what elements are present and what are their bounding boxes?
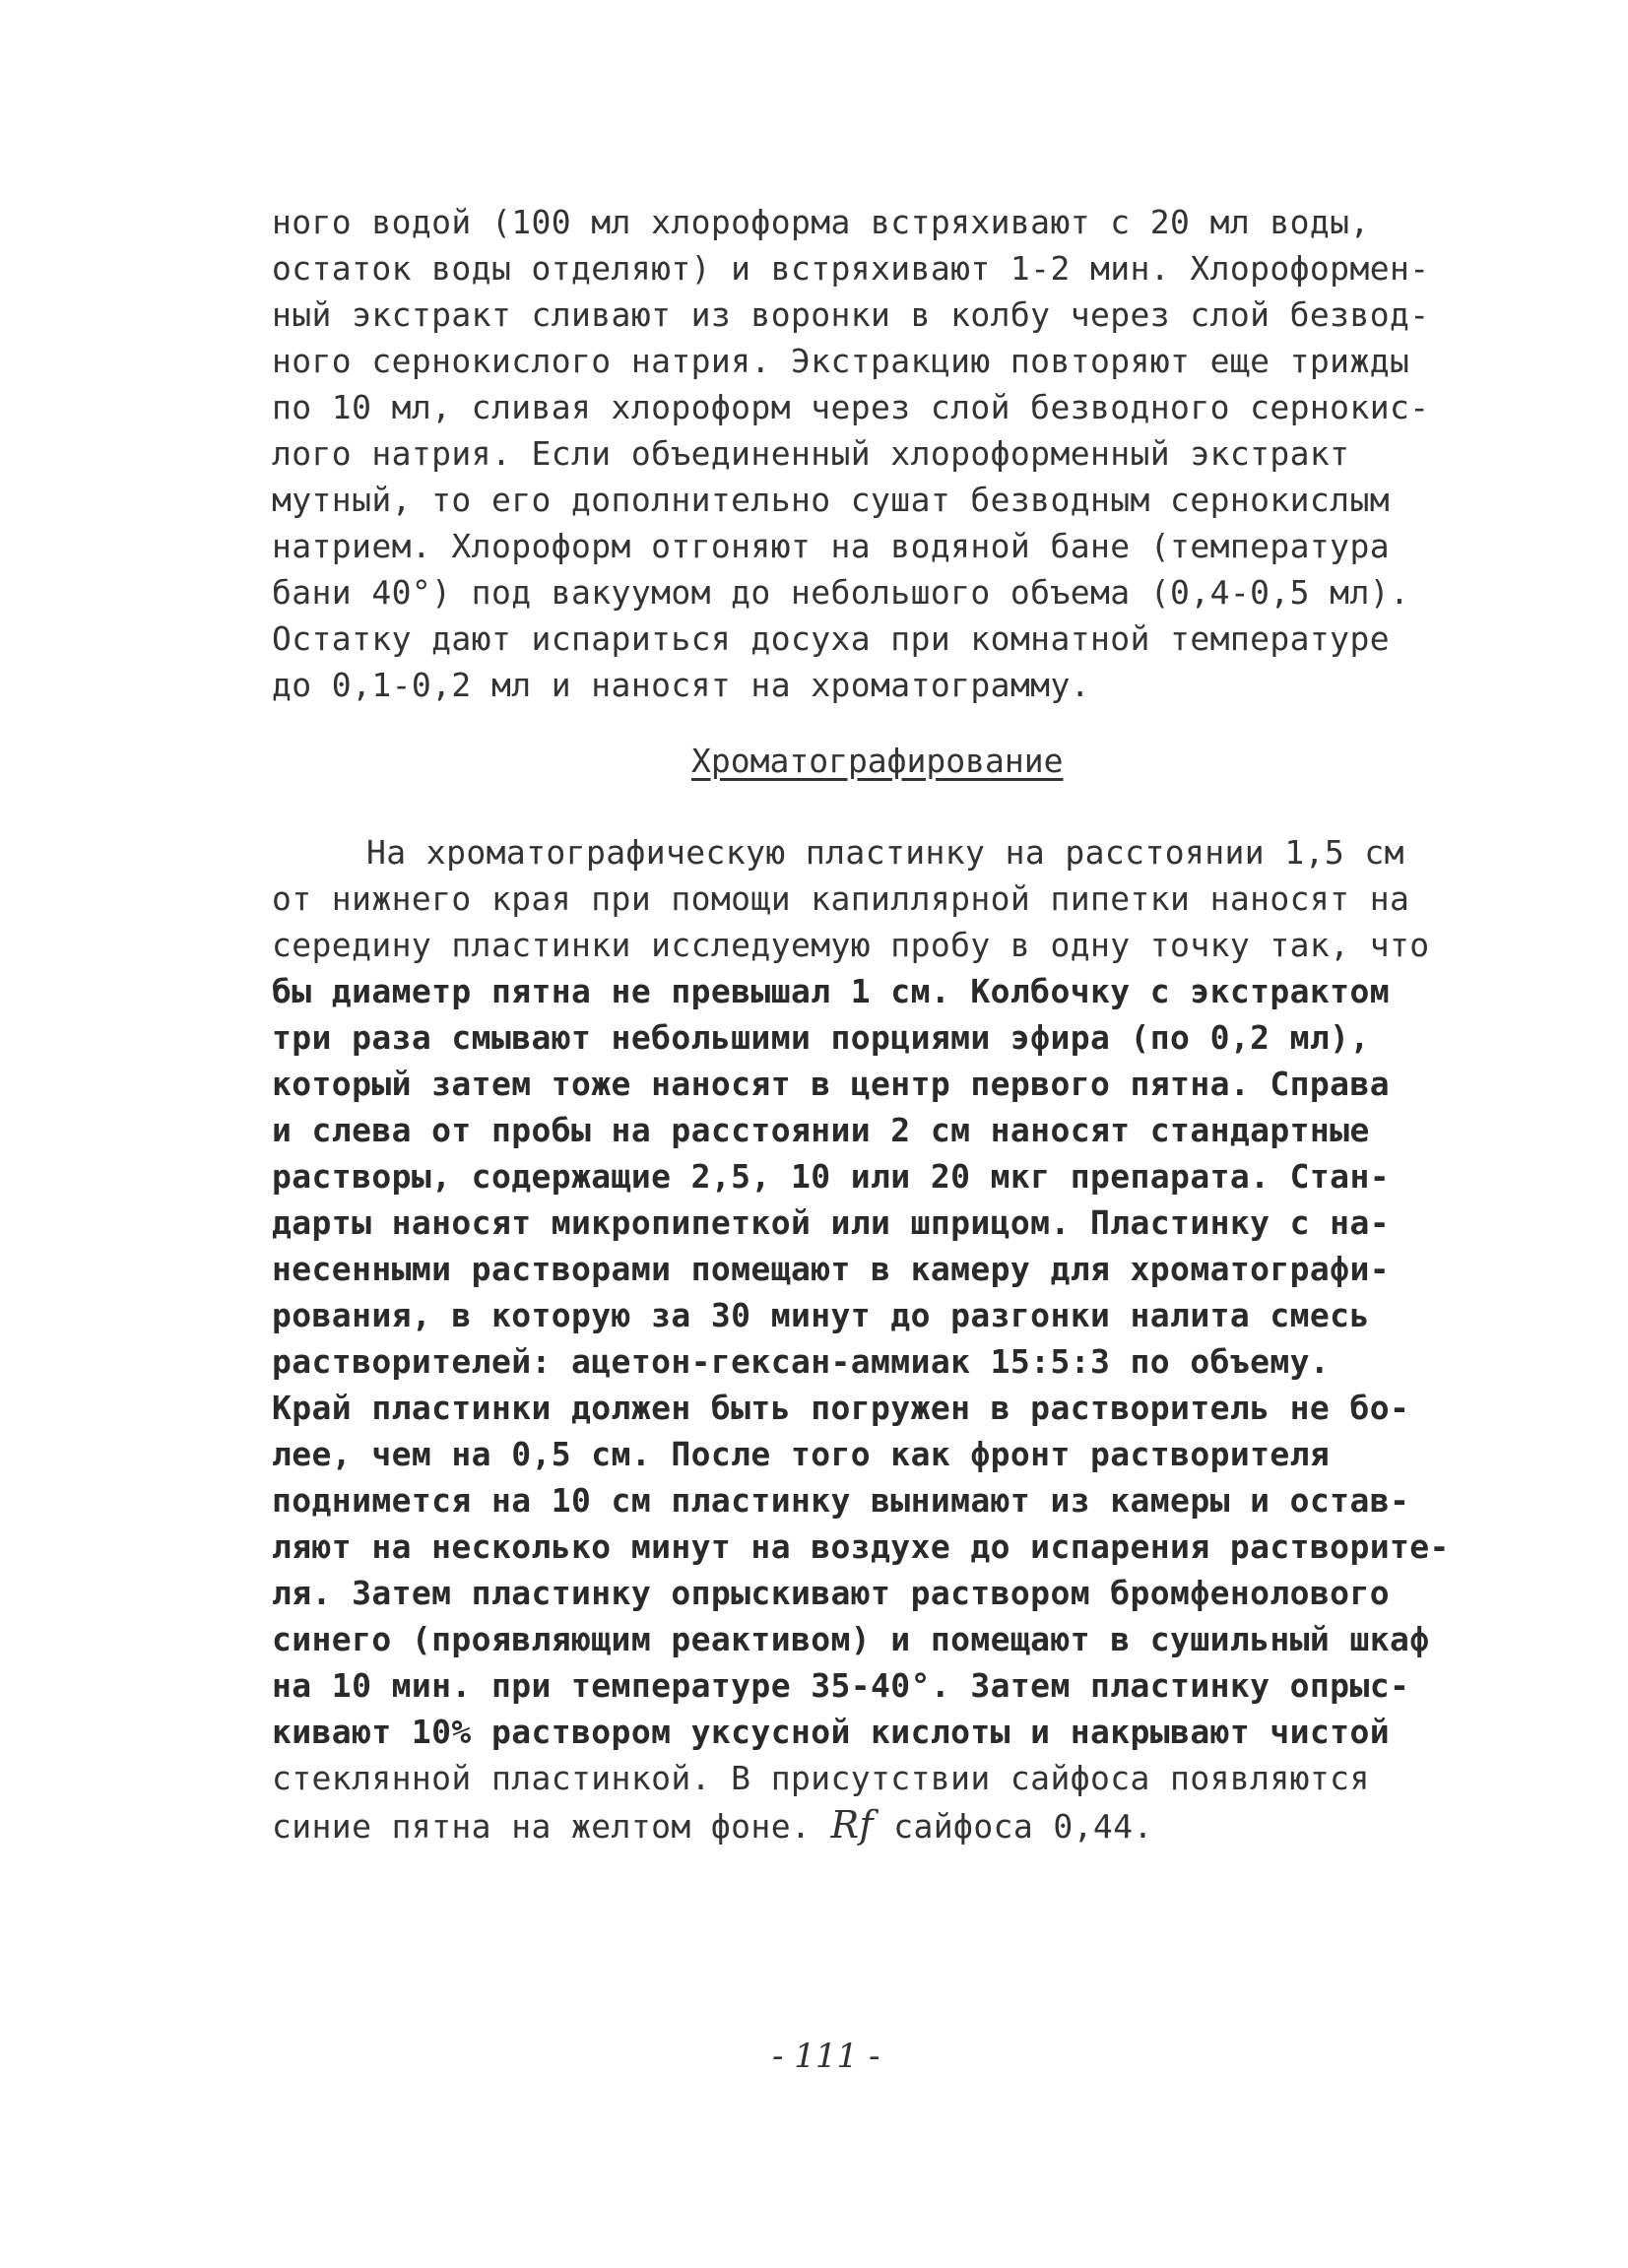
text-line: на 10 мин. при температуре 35-40°. Затем пластинку опрыс-	[272, 1666, 1410, 1705]
text-line: ный экстракт сливают из воронки в колбу через слой безвод-	[272, 295, 1430, 334]
text-line-last	[272, 1805, 1153, 1847]
text-line: ного сернокислого натрия. Экстракцию повторяют еще трижды	[272, 342, 1410, 380]
text-line: поднимется на 10 см пластинку вынимают из камеры и остав-	[272, 1481, 1410, 1520]
text-line: растворителей: ацетон-гексан-аммиак 15:5:3 по объему.	[272, 1342, 1331, 1381]
text-line: ляют на несколько минут на воздухе до испарения растворите-	[272, 1527, 1450, 1566]
text-segment: синие пятна на желтом фоне.	[272, 1807, 831, 1846]
text-line: бани 40°) под вакуумом до небольшого объема (0,4-0,5 мл).	[272, 573, 1410, 612]
text-line: и слева от пробы на расстоянии 2 см наносят стандартные	[272, 1111, 1370, 1149]
text-line: Край пластинки должен быть погружен в растворитель не бо-	[272, 1389, 1410, 1427]
text-line: ля. Затем пластинку опрыскивают раствором бромфенолового	[272, 1574, 1390, 1612]
text-line: Остатку дают испариться досуха при комнатной температуре	[272, 619, 1390, 658]
text-line: бы диаметр пятна не превышал 1 см. Колбочку с экстрактом	[272, 972, 1390, 1010]
section-heading: Хроматографирование	[691, 742, 1064, 780]
text-line: остаток воды отделяют) и встряхивают 1-2 мин. Хлороформен-	[272, 249, 1430, 288]
page-number: - 111 -	[772, 2037, 880, 2076]
text-line: растворы, содержащие 2,5, 10 или 20 мкг препарата. Стан-	[272, 1157, 1390, 1196]
text-line: по 10 мл, сливая хлороформ через слой безводного сернокис-	[272, 388, 1430, 426]
text-line: мутный, то его дополнительно сушат безводным сернокислым	[272, 481, 1390, 519]
rf-handwritten-label: Rf	[830, 1803, 874, 1847]
text-line: от нижнего края при помощи капиллярной пипетки наносят на	[272, 879, 1410, 918]
text-line: дарты наносят микропипеткой или шприцом. Пластинку с на-	[272, 1203, 1390, 1242]
text-line: который затем тоже наносят в центр первого пятна. Справа	[272, 1065, 1390, 1103]
text-line: три раза смывают небольшими порциями эфира (по 0,2 мл),	[272, 1018, 1370, 1057]
text-line: рования, в которую за 30 минут до разгонки налита смесь	[272, 1296, 1370, 1334]
text-line: ного водой (100 мл хлороформа встряхивают с 20 мл воды,	[272, 203, 1370, 241]
text-line: кивают 10% раствором уксусной кислоты и накрывают чистой	[272, 1713, 1390, 1751]
text-line: натрием. Хлороформ отгоняют на водяной бане (температура	[272, 527, 1390, 565]
text-line: синего (проявляющим реактивом) и помещают в сушильный шкаф	[272, 1620, 1430, 1658]
text-line: до 0,1-0,2 мл и наносят на хроматограмму.	[272, 666, 1090, 704]
text-line: стеклянной пластинкой. В присутствии сайфоса появляются	[272, 1759, 1370, 1797]
text-line: На хроматографическую пластинку на расстоянии 1,5 см	[366, 833, 1404, 872]
text-line: лее, чем на 0,5 см. После того как фронт растворителя	[272, 1435, 1331, 1473]
text-segment: сайфоса 0,44.	[873, 1807, 1153, 1846]
text-line: несенными растворами помещают в камеру для хроматографи-	[272, 1250, 1390, 1288]
text-line: лого натрия. Если объединенный хлороформенный экстракт	[272, 434, 1350, 473]
text-line: середину пластинки исследуемую пробу в одну точку так, что	[272, 926, 1430, 964]
